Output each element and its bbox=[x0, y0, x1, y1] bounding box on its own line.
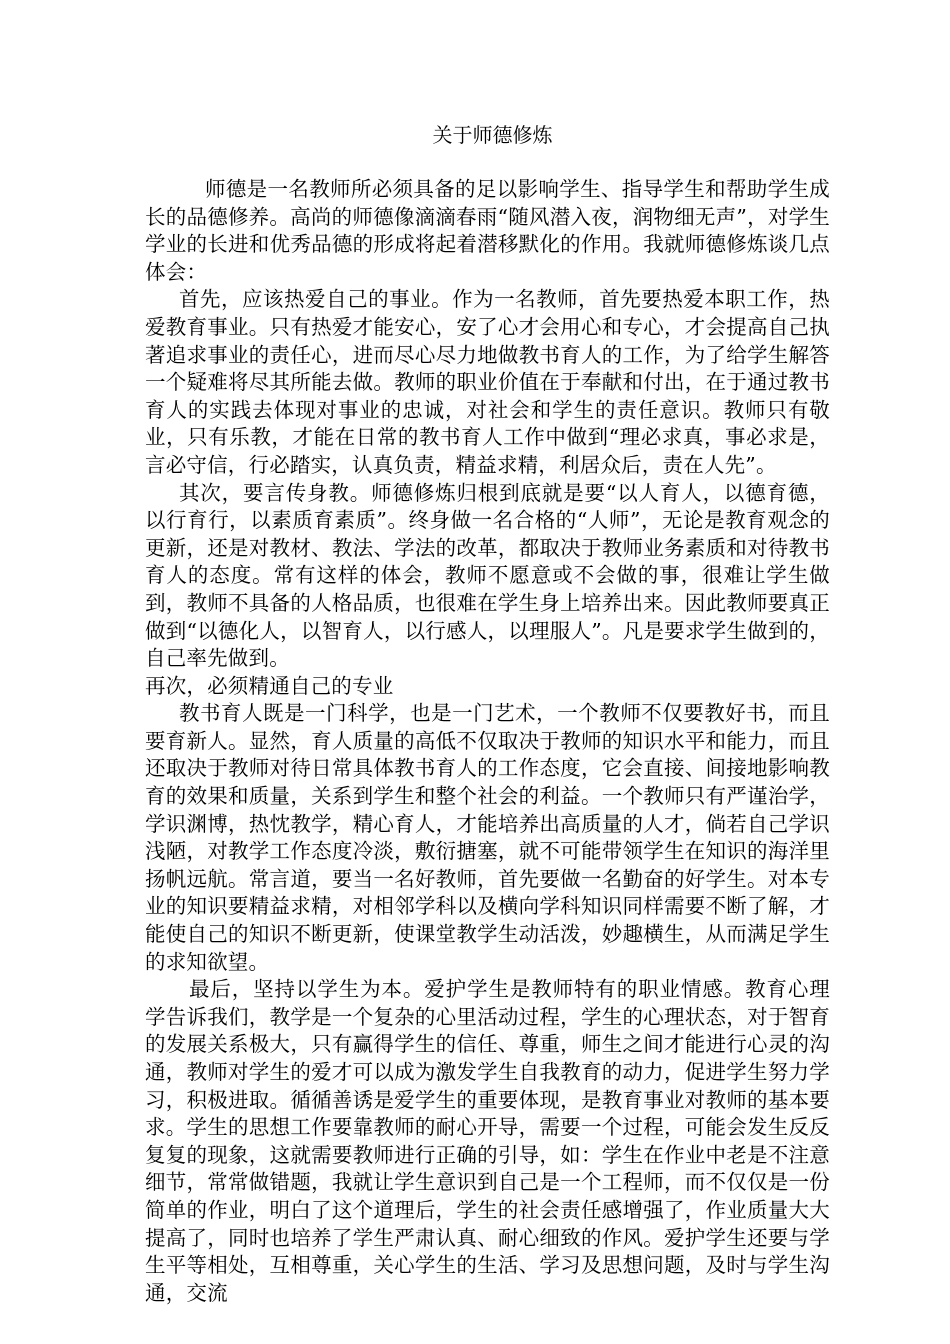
paragraph-second: 其次，要言传身教。师德修炼归根到底就是要“以人育人，以德育德，以行育行，以素质育素质”。终身做一名合格的“人师”，无论是教育观念的更新，还是对教材、教法、学法的改革，都取决于教师业务素质和对待教书育人的态度。常有这样的体会，教师不愿意或不会做的事，很难让学生做到，教师不具备的人格品质，也很难在学生身上培养出来。因此教师要真正做到“以德化人，以智育人，以行感人，以理服人”。凡是要求学生做到的，自己率先做到。 bbox=[145, 480, 830, 671]
paragraph-intro: 师德是一名教师所必须具备的足以影响学生、指导学生和帮助学生成长的品德修养。高尚的师德像滴滴春雨“随风潜入夜，润物细无声”，对学生学业的长进和优秀品德的形成将起着潜移默化的作用。我就师德修炼谈几点体会： bbox=[145, 177, 830, 284]
section-heading-third: 再次，必须精通自己的专业 bbox=[145, 673, 394, 698]
paragraph-last: 最后，坚持以学生为本。爱护学生是教师特有的职业情感。教育心理学告诉我们，教学是一个复杂的心里活动过程，学生的心理状态，对于智育的发展关系极大，只有赢得学生的信任、尊重，师生之间才能进行心灵的沟通，教师对学生的爱才可以成为激发学生自我教育的动力，促进学生努力学习，积极进取。循循善诱是爱学生的重要体现，是教育事业对教师的基本要求。学生的思想工作要靠教师的耐心开导，需要一个过程，可能会发生反反复复的现象，这就需要教师进行正确的引导，如：学生在作业中老是不注意细节，常常做错题，我就让学生意识到自己是一个工程师，而不仅仅是一份简单的作业，明白了这个道理后，学生的社会责任感增强了，作业质量大大提高了，同时也培养了学生严肃认真、耐心细致的作风。爱护学生还要与学生平等相处，互相尊重，关心学生的生活、学习及思想问题，及时与学生沟通，交流 bbox=[145, 977, 830, 1305]
paragraph-first: 首先，应该热爱自己的事业。作为一名教师，首先要热爱本职工作，热爱教育事业。只有热爱才能安心，安了心才会用心和专心，才会提高自己执著追求事业的责任心，进而尽心尽力地做教书育人的工作，为了给学生解答一个疑难将尽其所能去做。教师的职业价值在于奉献和付出，在于通过教书育人的实践去体现对事业的忠诚，对社会和学生的责任意识。教师只有敬业，只有乐教，才能在日常的教书育人工作中做到“理必求真，事必求是，言必守信，行必踏实，认真负责，精益求精，利居众后，责在人先”。 bbox=[145, 287, 830, 477]
paragraph-third: 教书育人既是一门科学，也是一门艺术，一个教师不仅要教好书，而且要育新人。显然，育人质量的高低不仅取决于教师的知识水平和能力，而且还取决于教师对待日常具体教书育人的工作态度，它会直接、间接地影响教育的效果和质量，关系到学生和整个社会的利益。一个教师只有严谨治学，学识渊博，热忱教学，精心育人，才能培养出高质量的人才，倘若自己学识浅陋，对教学工作态度冷淡，敷衍搪塞，就不可能带领学生在知识的海洋里扬帆远航。常言道，要当一名好教师，首先要做一名勤奋的好学生。对本专业的知识要精益求精，对相邻学科以及横向学科知识同样需要不断了解，才能使自己的知识不断更新，使课堂教学生动活泼，妙趣横生，从而满足学生的求知欲望。 bbox=[145, 701, 830, 974]
document-page bbox=[145, 120, 830, 1307]
document-title: 关于师德修炼 bbox=[432, 123, 553, 147]
